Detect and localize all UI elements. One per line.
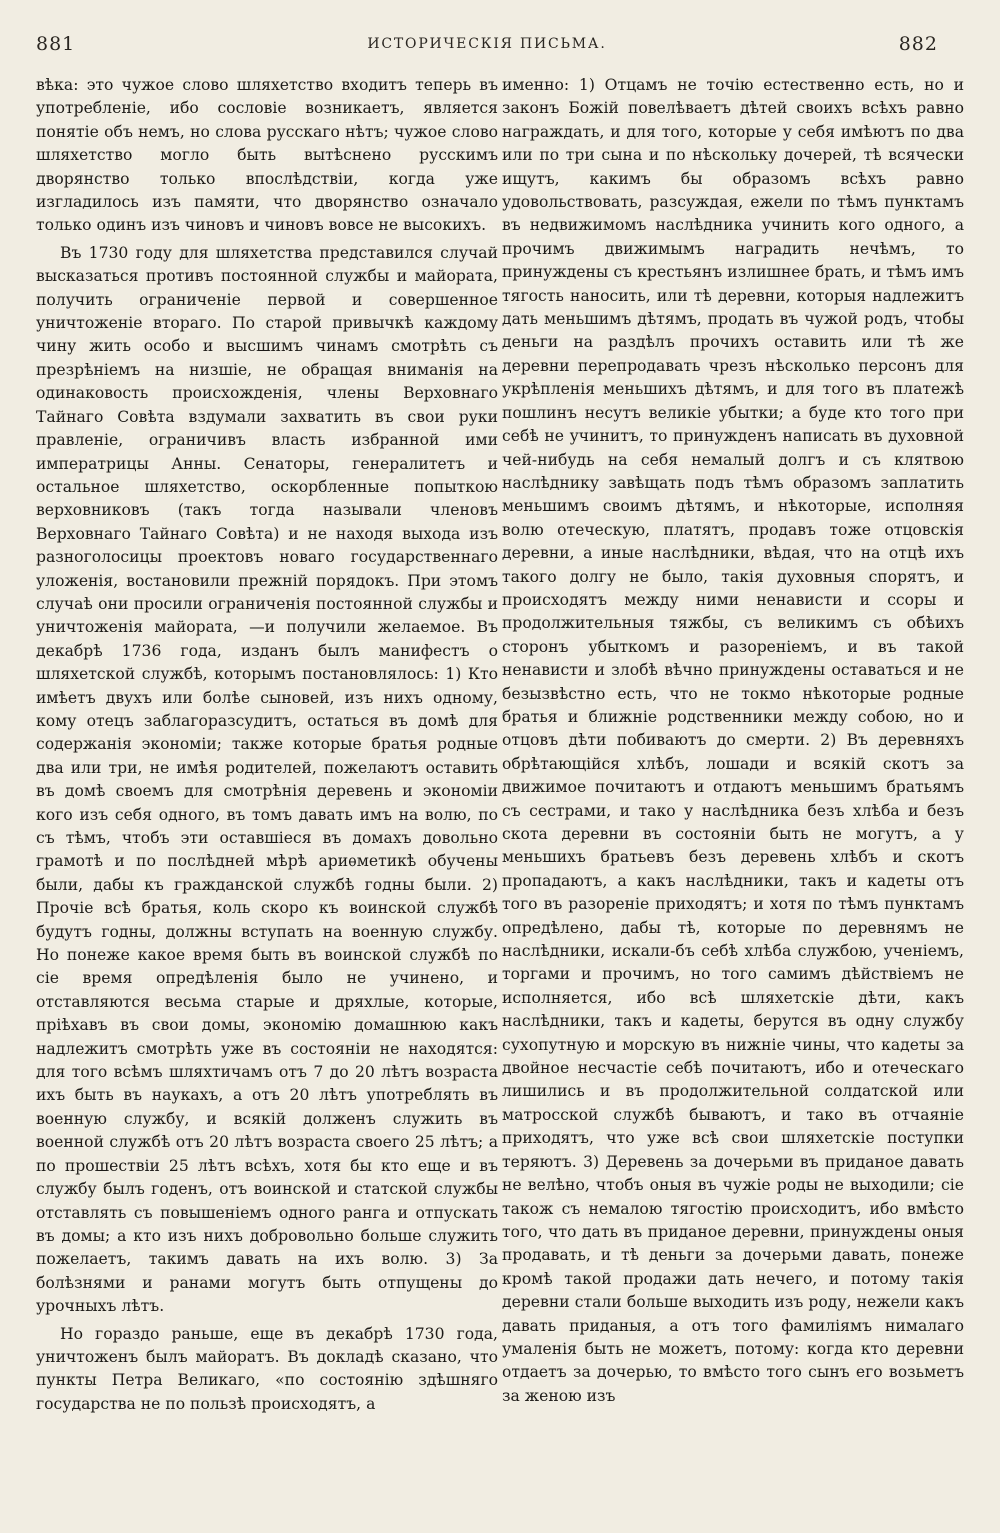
left-paragraph-1: вѣка: это чужое слово шляхетство входитъ теперь въ употребленіе, ибо сословіе возникаетъ, является понятіе объ немъ, но слова русскаго нѣтъ; чужое слово шляхетство могло быть вытѣснено русскимъ дворянство только впослѣдствіи, когда уже изгладилось изъ памяти, что дворянство означало только одинъ изъ чиновъ и чиновъ вовсе не высокихъ.: [36, 76, 498, 235]
left-paragraph-3: Но гораздо раньше, еще въ декабрѣ 1730 года, уничтоженъ былъ майоратъ. Въ докладѣ сказано, что пункты Петра Великаго, «по состоянію здѣшняго государства не по пользѣ происходятъ, а: [36, 1324, 498, 1413]
page-number-right: 882: [898, 33, 938, 55]
left-column: [36, 74, 498, 1420]
left-paragraph-2: Въ 1730 году для шляхетства представился случай высказаться противъ постоянной службы и майората, получить ограниченіе первой и совершенное уничтоженіе втораго. По старой привычкѣ каждому чину жить особо и высшимъ чинамъ смотрѣть съ презрѣніемъ на низшіе, не обращая вниманія на одинаковость происхожденія, члены Верховнаго Тайнаго Совѣта вздумали захватить въ свои руки правленіе, ограничивъ власть избранной ими императрицы Анны. Сенаторы, генералитетъ и остальное шляхетство, оскорбленные попыткою верховниковъ (такъ тогда называли членовъ Верховнаго Тайнаго Совѣта) и не находя выхода изъ разноголосицы проектовъ новаго государственнаго уложенія, востановили прежній порядокъ. При этомъ случаѣ они просили ограниченія постоянной службы и уничтоженія майората, —и получили желаемое. Въ декабрѣ 1736 года, изданъ былъ манифестъ о шляхетской службѣ, которымъ постановлялось: 1) Кто имѣетъ двухъ или болѣе сыновей, изъ нихъ одному, кому отецъ заблагоразсудитъ, остаться въ домѣ для содержанія экономіи; также которые братья родные два или три, не имѣя родителей, пожелаютъ оставить въ домѣ своемъ для смотрѣнія деревень и экономіи кого изъ себя одного, въ томъ давать имъ на волю, по съ тѣмъ, чтобъ эти оставшіеся въ домахъ довольно грамотѣ и по послѣдней мѣрѣ ариѳметикѣ обучены были, дабы къ гражданской службѣ годны были. 2) Прочіе всѣ братья, коль скоро къ воинской службѣ будутъ годны, должны вступать на военную службу. Но понеже какое время быть въ воинской службѣ по сіе время опредѣленія было не учинено, и отставляются весьма старые и дряхлые, которые, пріѣхавъ въ свои домы, экономію домашнюю какъ надлежитъ смотрѣть уже въ состояніи не находятся: для того всѣмъ шляхтичамъ отъ 7 до 20 лѣтъ возраста ихъ быть въ наукахъ, а отъ 20 лѣтъ употреблять въ военную службу, и всякій долженъ служить въ военной службѣ отъ 20 лѣтъ возраста своего 25 лѣтъ; а по прошествіи 25 лѣтъ всѣхъ, хотя бы кто еще и въ службу былъ годенъ, отъ воинской и статской службы отставлять съ повышеніемъ одного ранга и отпускать въ домы; а кто изъ нихъ добровольно больше служить пожелаетъ, такимъ давать на ихъ волю. 3) За болѣзнями и ранами могутъ быть отпущены до урочныхъ лѣтъ.: [36, 243, 498, 1316]
running-header: [36, 28, 938, 60]
running-title: ИСТОРИЧЕСКІЯ ПИСЬМА.: [367, 36, 607, 52]
right-column: [502, 74, 964, 1412]
right-paragraph-1: именно: 1) Отцамъ не точію естественно есть, но и законъ Божій повелѣваетъ дѣтей своихъ всѣхъ равно награждать, и для того, которые у себя имѣютъ по два или по три сына и по нѣскольку дочерей, тѣ всячески ищутъ, какимъ бы образомъ всѣхъ равно удовольствовать, разсуждая, ежели по тѣмъ пунктамъ въ недвижимомъ наслѣдника учинить кого одного, а прочимъ движимымъ наградить нечѣмъ, то принуждены съ крестьянъ излишнее брать, и тѣмъ имъ тягость наносить, или тѣ деревни, которыя надлежитъ дать меньшимъ дѣтямъ, продать въ чужой родъ, чтобы деньги на раздѣлъ прочихъ оставить или тѣ же деревни перепродавать чрезъ нѣсколько персонъ для укрѣпленія меньшихъ дѣтямъ, и для того въ платежѣ пошлинъ несутъ великіе убытки; а буде кто того при себѣ не учинитъ, то принужденъ написать въ духовной чей-нибудь на себя немалый долгъ и съ клятвою наслѣднику завѣщать подъ тѣмъ образомъ заплатить меньшимъ своимъ дѣтямъ, и нѣкоторые, исполняя волю отеческую, платятъ, продавъ тоже отцовскія деревни, а иные наслѣдники, вѣдая, что на отцѣ ихъ такого долгу не было, такія духовныя спорятъ, и происходятъ между ними ненависти и ссоры и продолжительныя тяжбы, съ великимъ съ обѣихъ сторонъ убыткомъ и разореніемъ, и въ такой ненависти и злобѣ вѣчно принуждены оставаться и не безызвѣстно есть, что не токмо нѣкоторые родные братья и ближніе родственники между собою, но и отцовъ дѣти побиваютъ до смерти. 2) Въ деревняхъ обрѣтающійся хлѣбъ, лошади и всякій скотъ за движимое почитаютъ и отдаютъ меньшимъ братьямъ съ сестрами, и тако у наслѣдника безъ хлѣба и безъ скота деревни въ состояніи быть не могутъ, а у меньшихъ братьевъ безъ деревень хлѣбъ и скотъ пропадаютъ, а какъ наслѣдники, такъ и кадеты отъ того въ разореніе приходятъ; и хотя по тѣмъ пунктамъ опредѣлено, дабы тѣ, которые по деревнямъ не наслѣдники, искали-бъ себѣ хлѣба службою, ученіемъ, торгами и прочимъ, но того самимъ дѣйствіемъ не исполняется, ибо всѣ шляхетскіе дѣти, какъ наслѣдники, такъ и кадеты, берутся въ одну службу сухопутную и морскую въ нижніе чины, что кадеты за двойное несчастіе себѣ почитаютъ, ибо и отеческаго лишились и въ продолжительной солдатской или матросской службѣ бываютъ, и тако въ отчаяніе приходятъ, что уже всѣ свои шляхетскіе поступки теряютъ. 3) Деревень за дочерьми въ приданое давать не велѣно, чтобъ оныя въ чужіе роды не выходили; сіе також съ немалою тягостію происходитъ, ибо вмѣсто того, что дать въ приданое деревни, принуждены оныя продавать, и тѣ деньги за дочерьми давать, понеже кромѣ такой продажи дать нечего, и потому такія деревни стали больше выходить изъ роду, нежели какъ давать приданыя, а отъ того фамиліямъ нималаго умаленія быть не можетъ, потому: когда кто деревни отдаетъ за дочерью, то вмѣсто того сынъ его возьметъ за женою изъ: [502, 76, 964, 1405]
page-number-left: 881: [36, 33, 76, 55]
